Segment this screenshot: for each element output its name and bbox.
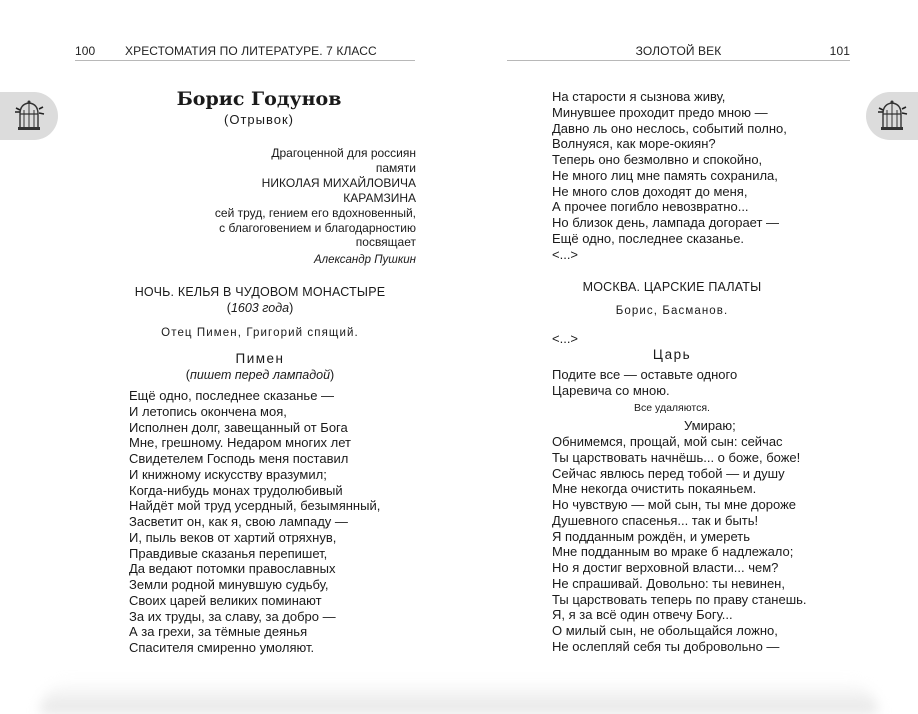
year-text: 1603 года <box>230 301 290 315</box>
left-running-header <box>75 44 415 61</box>
page-bottom-shadow <box>40 680 878 714</box>
paren: ) <box>330 368 335 382</box>
pimen-monologue <box>129 388 380 656</box>
verse-line: Исполнен долг, завещанный от Бога <box>129 419 348 435</box>
dedication <box>170 146 416 268</box>
verse-line: Давно ль оно неслось, событий полно, <box>552 120 787 136</box>
verse-line: Обнимемся, прощай, мой сын: сейчас <box>552 434 783 449</box>
omission-mark: <...> <box>552 246 579 262</box>
verse-line: И, пыль веков от хартий отряхнув, <box>129 529 337 545</box>
verse-line: За их труды, за славу, за добро — <box>129 608 336 624</box>
verse-line: Ты царствовать теперь по праву станешь. <box>552 591 807 607</box>
verse-line: Сейчас явлюсь перед тобой — и душу <box>552 465 785 481</box>
verse-line: Ты царствовать начнёшь... о боже, боже! <box>552 449 801 465</box>
verse-line: Засветит он, как я, свою лампаду — <box>129 514 348 529</box>
verse-line: Не спрашивай. Довольно: ты невинен, <box>552 575 785 591</box>
verse-line: А за грехи, за тёмные деянья <box>129 624 308 640</box>
verse-line: Мне подданным во мраке б надлежало; <box>552 544 794 560</box>
scene-persons: Борис, Басманов. <box>615 305 729 317</box>
stage-remark <box>112 368 408 382</box>
verse-line: Земли родной минувшую судьбу, <box>129 577 329 592</box>
left-running-title: ХРЕСТОМАТИЯ ПО ЛИТЕРАТУРЕ. 7 КЛАСС <box>125 44 377 58</box>
work-subtitle: (Отрывок) <box>224 112 294 127</box>
right-running-title: ЗОЛОТОЙ ВЕК <box>635 44 722 58</box>
work-title: Борис Годунов <box>176 88 342 110</box>
paren: ( <box>185 368 190 382</box>
verse-line: Когда-нибудь монах трудолюбивый <box>129 482 343 498</box>
verse-line: Свидетелем Господь меня поставил <box>129 451 349 466</box>
birdcage-icon <box>12 98 46 134</box>
right-page-number: 101 <box>829 44 850 58</box>
verse-line: Правдивые сказанья перепишет, <box>129 545 328 561</box>
scene-heading-moscow: МОСКВА. ЦАРСКИЕ ПАЛАТЫ <box>582 280 762 294</box>
verse-line: Не много слов доходят до меня, <box>552 183 748 199</box>
dedication-line: Драгоценной для россиян <box>271 146 416 160</box>
dedication-line: посвящает <box>355 235 416 250</box>
omission-mark: <...> <box>552 331 579 346</box>
verse-line: Ещё одно, последнее сказанье — <box>129 388 335 403</box>
verse-line: Волнуяся, как море-окиян? <box>552 136 716 152</box>
verse-line: Да ведают потомки православных <box>129 561 336 577</box>
birdcage-icon <box>875 98 909 134</box>
right-section-tab <box>866 92 918 140</box>
verse-line: Теперь оно безмолвно и спокойно, <box>552 152 763 167</box>
left-page-number: 100 <box>75 44 96 58</box>
verse-line: Спасителя смиренно умоляют. <box>129 640 315 655</box>
pimen-monologue-continued <box>552 89 787 262</box>
verse-line: Душевного спасенья... так и быть! <box>552 512 759 528</box>
verse-line: Ещё одно, последнее сказанье. <box>552 230 745 246</box>
verse-line: О милый сын, не обольщайся ложно, <box>552 623 778 638</box>
dedication-line: сей труд, гением его вдохновенный, <box>214 205 416 220</box>
speaker-pimen: Пимен <box>235 351 285 366</box>
stage-direction: Все удаляются. <box>634 402 710 414</box>
verse-line: Мне некогда очистить покаяньем. <box>552 481 757 497</box>
dedication-line: с благоговением и благодарностию <box>219 220 416 235</box>
verse-line: Мне, грешному. Недаром многих лет <box>129 435 351 451</box>
verse-line-start: Умираю; <box>684 418 736 433</box>
dedication-line: НИКОЛАЯ МИХАЙЛОВИЧА <box>261 175 416 190</box>
left-section-tab <box>0 92 58 140</box>
verse-line: Но близок день, лампада догорает — <box>552 215 780 230</box>
paren: ) <box>289 301 294 315</box>
dedication-signature: Александр Пушкин <box>313 254 416 267</box>
scene-year <box>112 301 408 315</box>
verse-line: И книжному искусству вразумил; <box>129 466 327 482</box>
verse-line: Подите все — оставьте одного <box>552 367 738 382</box>
remark-text: пишет перед лампадой <box>189 368 331 382</box>
verse-line: А прочее погибло невозвратно... <box>552 199 749 215</box>
tsar-monologue <box>552 434 807 655</box>
verse-line: Найдёт мой труд усердный, безымянный, <box>129 498 381 514</box>
verse-line: Но чувствую — мой сын, ты мне дороже <box>552 497 797 512</box>
dedication-line: КАРАМЗИНА <box>343 190 416 205</box>
speaker-tsar: Царь <box>652 347 692 362</box>
verse-line: Не ослепляй себя ты добровольно — <box>552 638 780 654</box>
verse-line: Минувшее проходит предо мною — <box>552 104 768 120</box>
verse-line: На старости я сызнова живу, <box>552 89 726 104</box>
dedication-line: памяти <box>375 160 416 175</box>
verse-line: Царевича со мною. <box>552 382 670 398</box>
verse-line: Я, я за всё один отвечу Богу... <box>552 607 733 623</box>
verse-line: И летопись окончена моя, <box>129 403 287 419</box>
right-running-header <box>507 44 850 61</box>
scene-persons: Отец Пимен, Григорий спящий. <box>161 327 359 339</box>
verse-line: Не много лиц мне память сохранила, <box>552 167 778 183</box>
verse-line: Я подданным рождён, и умереть <box>552 528 751 544</box>
paren: ( <box>226 301 231 315</box>
tsar-lines-a <box>552 367 737 399</box>
verse-line: Но я достиг верховной власти... чем? <box>552 560 779 575</box>
scene-heading-night-cell: НОЧЬ. КЕЛЬЯ В ЧУДОВОМ МОНАСТЫРЕ <box>134 285 386 299</box>
verse-line: Своих царей великих поминают <box>129 592 322 608</box>
